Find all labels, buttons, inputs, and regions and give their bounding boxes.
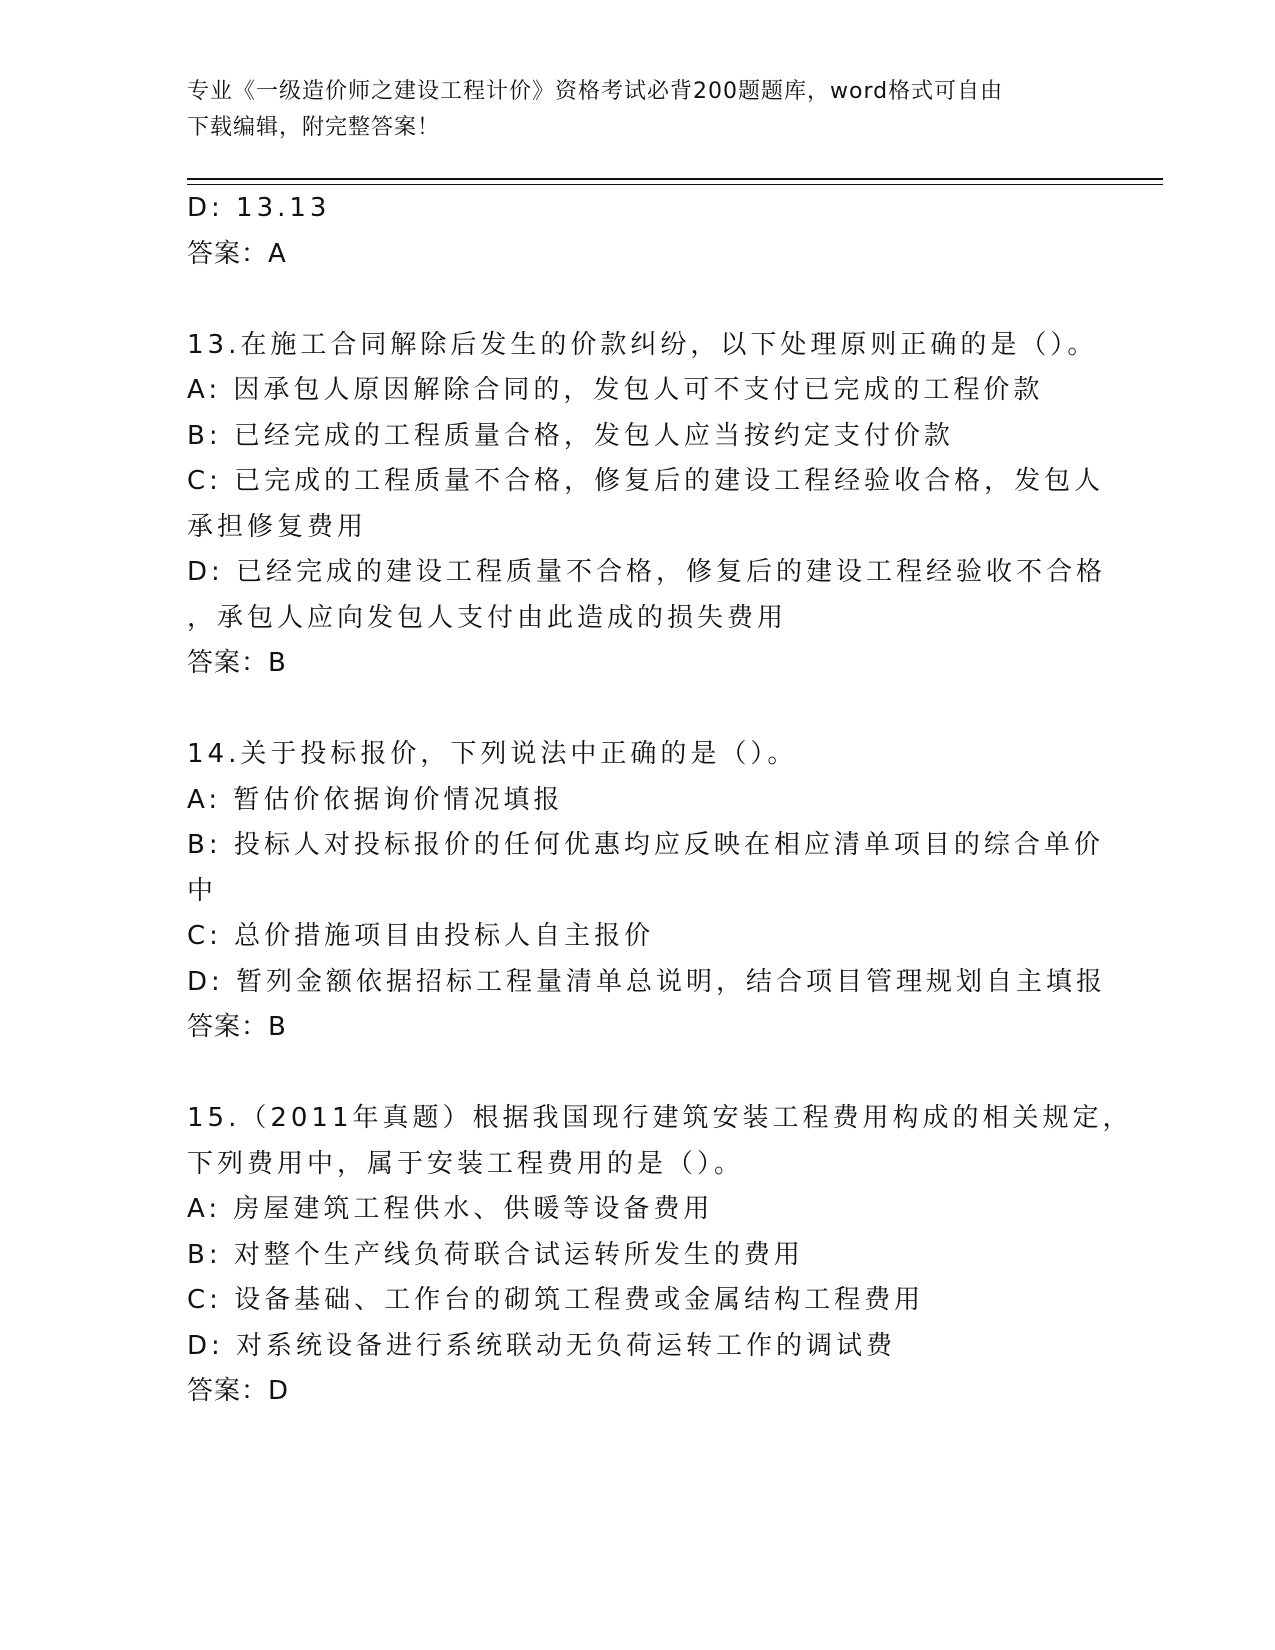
question-stem: 14.关于投标报价，下列说法中正确的是（）。 (187, 739, 798, 769)
option-a: A: 房屋建筑工程供水、供暖等设备费用 (187, 1194, 714, 1224)
option-b: B: 投标人对投标报价的任何优惠均应反映在相应清单项目的综合单价 (187, 830, 1104, 860)
question-stem-continued: 下列费用中，属于安装工程费用的是（）。 (187, 1148, 745, 1179)
page-header (187, 74, 1087, 146)
option-d: D: 对系统设备进行系统联动无负荷运转工作的调试费 (187, 1330, 897, 1361)
header-divider-thin (187, 184, 1163, 185)
header-line-2: 下载编辑，附完整答案！ (187, 115, 441, 140)
document-body (187, 186, 1133, 1415)
question-gap (187, 1051, 1087, 1097)
answer-line: 答案：A (187, 238, 287, 269)
option-c: C: 设备基础、工作台的砌筑工程费或金属结构工程费用 (187, 1285, 925, 1315)
header-divider-thick (187, 178, 1163, 180)
option-c: C: 已完成的工程质量不合格，修复后的建设工程经验收合格，发包人 (187, 466, 1105, 496)
header-line-1: 专业《一级造价师之建设工程计价》资格考试必背200题题库，word格式可自由 (187, 79, 1004, 104)
previous-question-tail (187, 186, 1087, 277)
question-stem: 13.在施工合同解除后发生的价款纠纷，以下处理原则正确的是（）。 (187, 329, 1098, 360)
option-b: B: 已经完成的工程质量合格，发包人应当按约定支付价款 (187, 420, 954, 451)
option-c: C: 总价措施项目由投标人自主报价 (187, 921, 655, 951)
question-gap (187, 277, 1087, 323)
question-13 (187, 323, 1107, 687)
option-a: A: 暂估价依据询价情况填报 (187, 784, 564, 815)
option-d-continued: ，承包人应向发包人支付由此造成的损失费用 (187, 602, 788, 633)
answer-line: 答案：B (187, 1012, 287, 1042)
option-a: A: 因承包人原因解除合同的，发包人可不支付已完成的工程价款 (187, 375, 1044, 405)
answer-line: 答案：B (187, 648, 287, 678)
answer-line: 答案：D (187, 1376, 290, 1406)
option-d: D: 已经完成的建设工程质量不合格，修复后的建设工程经验收不合格 (187, 557, 1107, 587)
option-d: D: 13.13 (187, 193, 331, 223)
question-14 (187, 732, 1107, 1051)
question-stem: 15.（2011年真题）根据我国现行建筑安装工程费用构成的相关规定， (187, 1103, 1133, 1133)
question-gap (187, 687, 1087, 733)
option-d: D: 暂列金额依据招标工程量清单总说明，结合项目管理规划自主填报 (187, 966, 1107, 997)
question-15 (187, 1096, 1133, 1415)
option-b-continued: 中 (187, 875, 218, 906)
option-b: B: 对整个生产线负荷联合试运转所发生的费用 (187, 1239, 804, 1270)
option-c-continued: 承担修复费用 (187, 511, 368, 542)
